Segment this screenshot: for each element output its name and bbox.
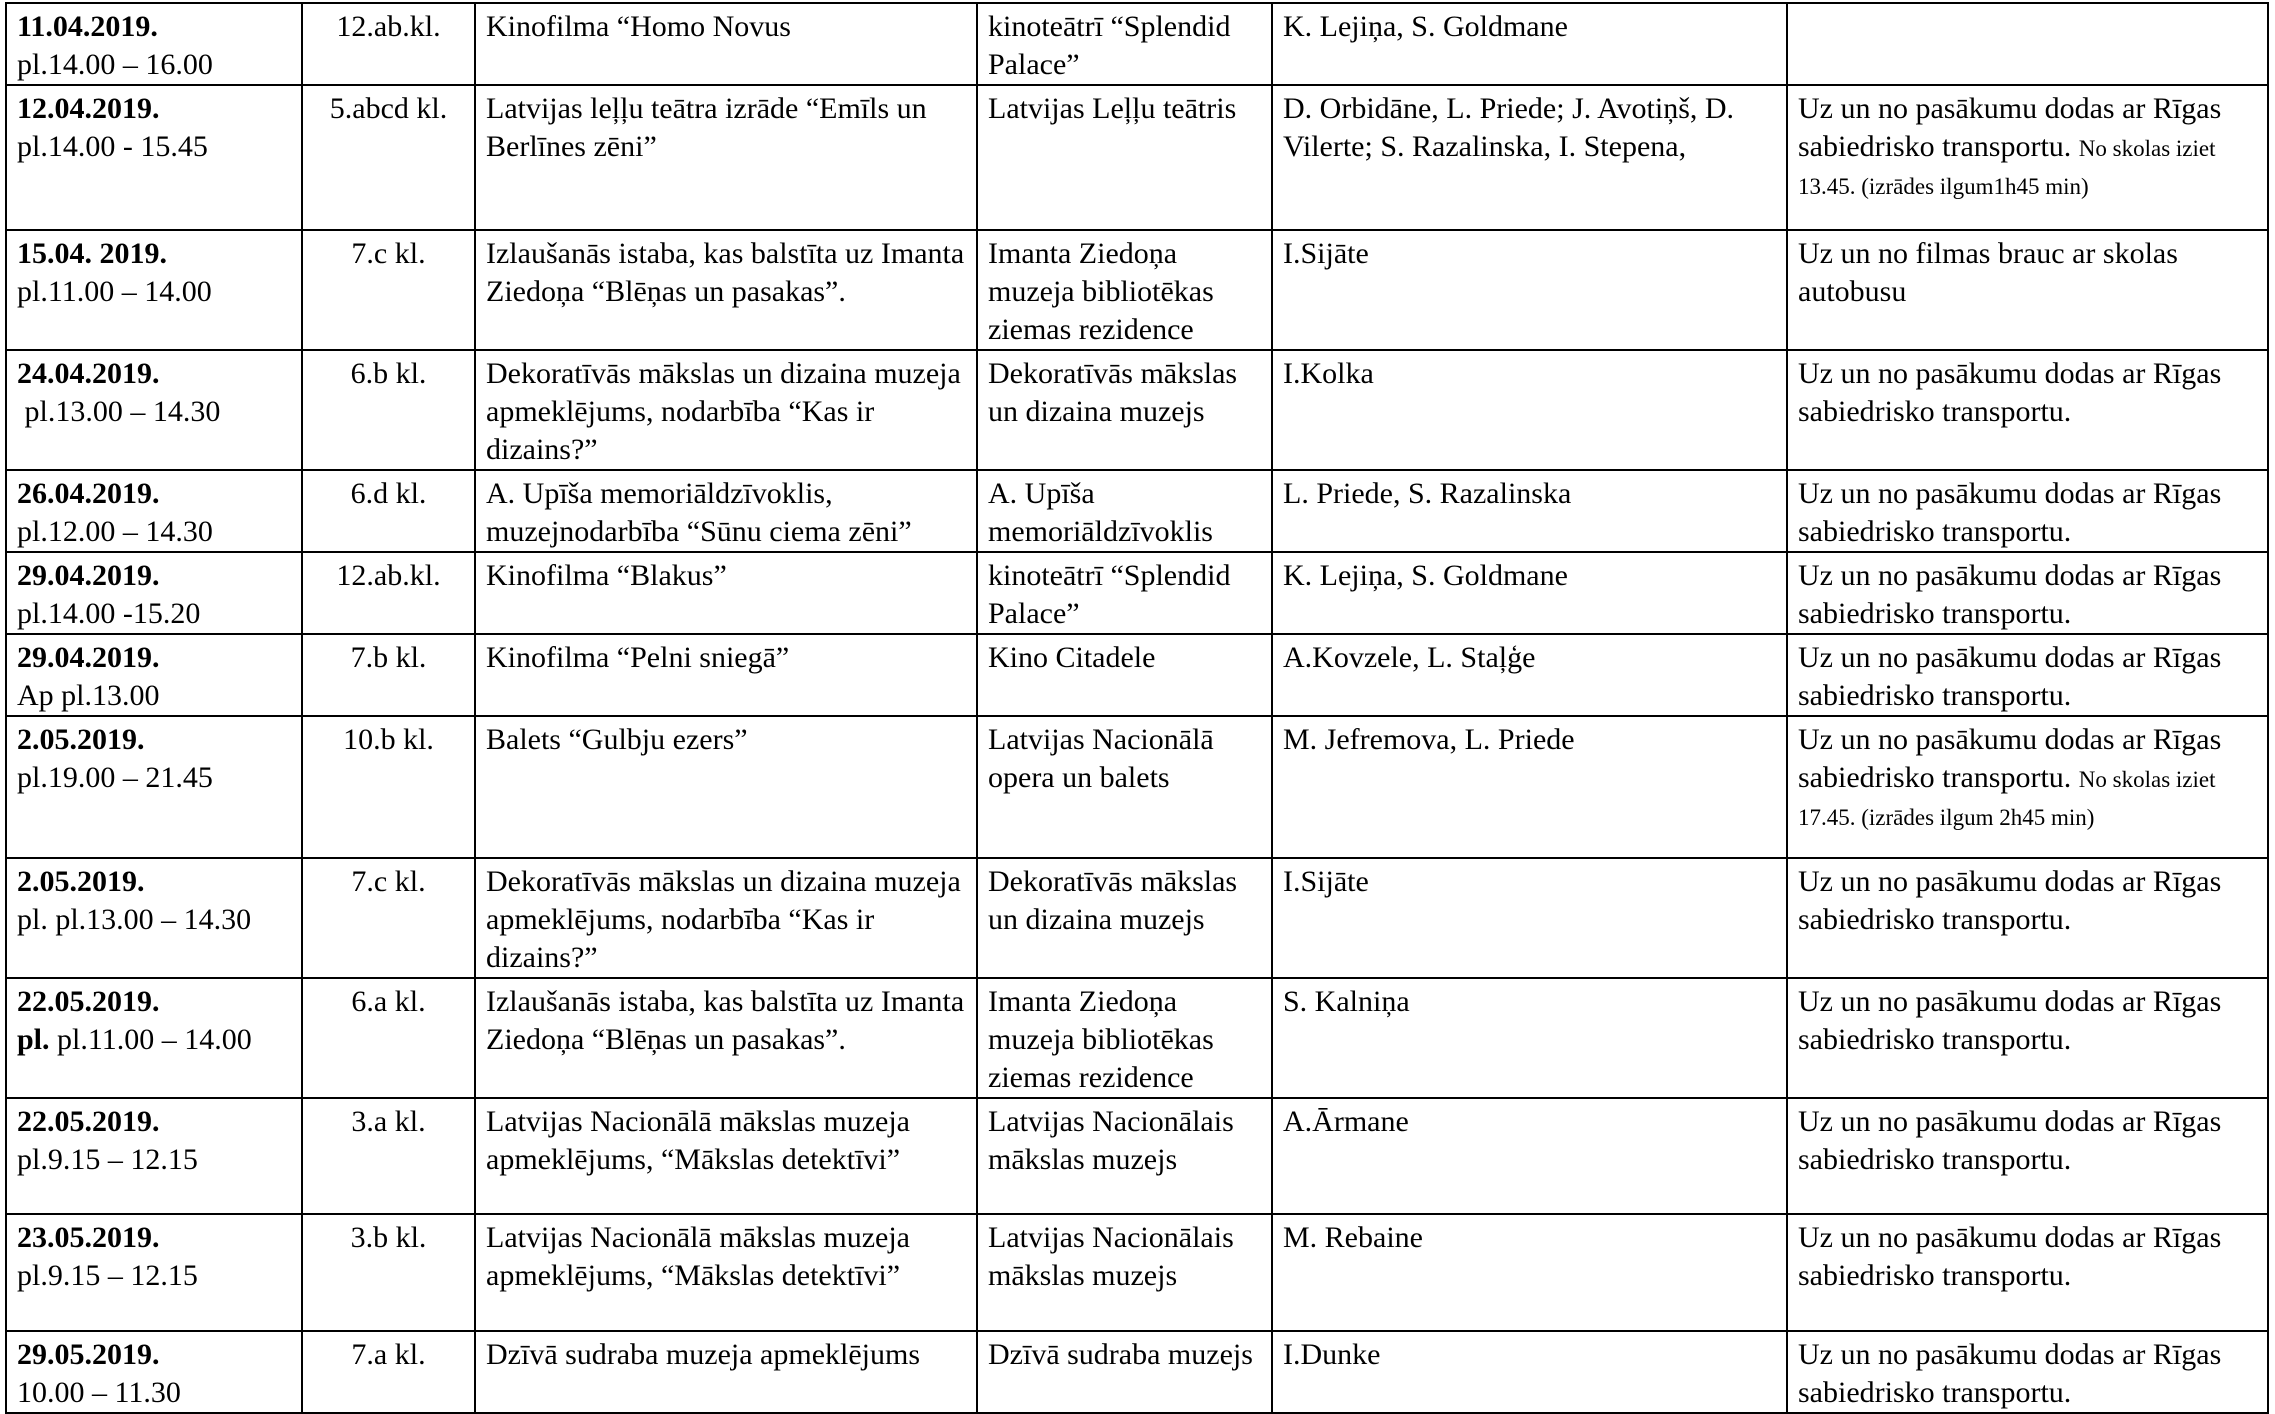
class-cell: 7.a kl. (302, 1331, 475, 1413)
responsible-cell: A.Kovzele, L. Staļģe (1272, 634, 1787, 716)
responsible-cell: S. Kalniņa (1272, 978, 1787, 1098)
note-text: Uz un no pasākumu dodas ar Rīgas sabiedrisko transportu. (1798, 1338, 2222, 1409)
place-cell: Imanta Ziedoņa muzeja bibliotēkas ziemas rezidence (977, 230, 1272, 350)
note-text: Uz un no pasākumu dodas ar Rīgas sabiedrisko transportu. (1798, 723, 2222, 794)
time-text: pl.19.00 – 21.45 (17, 761, 213, 794)
responsible-cell: I.Dunke (1272, 1331, 1787, 1413)
table-row (6, 350, 2268, 470)
time-text: pl.12.00 – 14.30 (17, 515, 213, 548)
place-cell: Kino Citadele (977, 634, 1272, 716)
date-text: 23.05.2019. (17, 1221, 160, 1254)
date-text: 24.04.2019. (17, 357, 160, 390)
responsible-cell: K. Lejiņa, S. Goldmane (1272, 552, 1787, 634)
class-cell: 10.b kl. (302, 716, 475, 858)
event-cell: Dekoratīvās mākslas un dizaina muzeja apmeklējums, nodarbība “Kas ir dizains?” (475, 858, 977, 978)
place-cell: Dzīvā sudraba muzejs (977, 1331, 1272, 1413)
note-text: Uz un no pasākumu dodas ar Rīgas sabiedrisko transportu. (1798, 1105, 2222, 1176)
responsible-cell: K. Lejiņa, S. Goldmane (1272, 3, 1787, 85)
date-cell (6, 716, 302, 858)
place-cell: kinoteātrī “Splendid Palace” (977, 552, 1272, 634)
responsible-cell: M. Jefremova, L. Priede (1272, 716, 1787, 858)
date-cell (6, 3, 302, 85)
time-text: pl.9.15 – 12.15 (17, 1143, 198, 1176)
event-cell: A. Upīša memoriāldzīvoklis, muzejnodarbība “Sūnu ciema zēni” (475, 470, 977, 552)
class-cell: 12.ab.kl. (302, 3, 475, 85)
responsible-cell: M. Rebaine (1272, 1214, 1787, 1331)
note-cell (1787, 716, 2268, 858)
note-text: Uz un no pasākumu dodas ar Rīgas sabiedrisko transportu. (1798, 1221, 2222, 1292)
note-small-text: No skolas iziet 17.45. (izrādes ilgum 2h45 min) (1798, 767, 2216, 830)
place-cell: Dekoratīvās mākslas un dizaina muzejs (977, 858, 1272, 978)
table-row (6, 85, 2268, 230)
table-row (6, 230, 2268, 350)
time-text: pl.14.00 - 15.45 (17, 130, 208, 163)
class-cell: 6.a kl. (302, 978, 475, 1098)
class-cell: 3.a kl. (302, 1098, 475, 1214)
time-text: pl.14.00 -15.20 (17, 597, 201, 630)
place-cell: A. Upīša memoriāldzīvoklis (977, 470, 1272, 552)
time-prefix-bold: pl. (17, 1023, 50, 1056)
note-cell (1787, 230, 2268, 350)
class-cell: 12.ab.kl. (302, 552, 475, 634)
event-cell: Dzīvā sudraba muzeja apmeklējums (475, 1331, 977, 1413)
place-cell: Latvijas Nacionālais mākslas muzejs (977, 1214, 1272, 1331)
note-cell (1787, 1098, 2268, 1214)
responsible-cell: L. Priede, S. Razalinska (1272, 470, 1787, 552)
schedule-table (5, 2, 2269, 1414)
place-cell: kinoteātrī “Splendid Palace” (977, 3, 1272, 85)
date-text: 22.05.2019. (17, 1105, 160, 1138)
time-text: pl.11.00 – 14.00 (17, 275, 212, 308)
date-text: 26.04.2019. (17, 477, 160, 510)
note-small-text: No skolas iziet 13.45. (izrādes ilgum1h45 min) (1798, 136, 2216, 199)
note-text: Uz un no pasākumu dodas ar Rīgas sabiedrisko transportu. (1798, 357, 2222, 428)
table-row (6, 552, 2268, 634)
class-cell: 7.c kl. (302, 230, 475, 350)
note-cell (1787, 978, 2268, 1098)
table-row (6, 470, 2268, 552)
place-cell: Latvijas Leļļu teātris (977, 85, 1272, 230)
event-cell: Kinofilma “Homo Novus (475, 3, 977, 85)
place-cell: Latvijas Nacionālais mākslas muzejs (977, 1098, 1272, 1214)
time-text (17, 1021, 291, 1059)
event-cell: Latvijas Nacionālā mākslas muzeja apmeklējums, “Mākslas detektīvi” (475, 1098, 977, 1214)
time-text: pl.9.15 – 12.15 (17, 1259, 198, 1292)
class-cell: 6.d kl. (302, 470, 475, 552)
date-text: 12.04.2019. (17, 92, 160, 125)
note-text: Uz un no pasākumu dodas ar Rīgas sabiedrisko transportu. (1798, 559, 2222, 630)
table-row (6, 978, 2268, 1098)
time-text: pl.14.00 – 16.00 (17, 48, 213, 81)
note-cell (1787, 634, 2268, 716)
responsible-cell: I.Sijāte (1272, 230, 1787, 350)
time-rest: pl.11.00 – 14.00 (49, 1023, 252, 1056)
date-text: 22.05.2019. (17, 985, 160, 1018)
event-cell: Latvijas Nacionālā mākslas muzeja apmeklējums, “Mākslas detektīvi” (475, 1214, 977, 1331)
note-text: Uz un no pasākumu dodas ar Rīgas sabiedrisko transportu. (1798, 985, 2222, 1056)
date-cell (6, 350, 302, 470)
place-cell: Imanta Ziedoņa muzeja bibliotēkas ziemas rezidence (977, 978, 1272, 1098)
event-cell: Izlaušanās istaba, kas balstīta uz Imanta Ziedoņa “Blēņas un pasakas”. (475, 230, 977, 350)
time-text: 10.00 – 11.30 (17, 1376, 181, 1409)
responsible-cell: A.Ārmane (1272, 1098, 1787, 1214)
note-text: Uz un no pasākumu dodas ar Rīgas sabiedrisko transportu. (1798, 92, 2222, 163)
event-cell: Dekoratīvās mākslas un dizaina muzeja apmeklējums, nodarbība “Kas ir dizains?” (475, 350, 977, 470)
note-text: Uz un no filmas brauc ar skolas autobusu (1798, 237, 2178, 308)
time-text: pl.13.00 – 14.30 (17, 395, 221, 428)
schedule-body (6, 3, 2268, 1413)
date-text: 29.05.2019. (17, 1338, 160, 1371)
table-row (6, 1331, 2268, 1413)
event-cell: Balets “Gulbju ezers” (475, 716, 977, 858)
class-cell: 3.b kl. (302, 1214, 475, 1331)
class-cell: 5.abcd kl. (302, 85, 475, 230)
event-cell: Latvijas leļļu teātra izrāde “Emīls un Berlīnes zēni” (475, 85, 977, 230)
class-cell: 7.b kl. (302, 634, 475, 716)
date-cell (6, 1098, 302, 1214)
note-cell (1787, 1214, 2268, 1331)
table-row (6, 1098, 2268, 1214)
note-cell (1787, 470, 2268, 552)
place-cell: Dekoratīvās mākslas un dizaina muzejs (977, 350, 1272, 470)
note-cell (1787, 552, 2268, 634)
class-cell: 6.b kl. (302, 350, 475, 470)
note-text: Uz un no pasākumu dodas ar Rīgas sabiedrisko transportu. (1798, 641, 2222, 712)
date-cell (6, 634, 302, 716)
class-cell: 7.c kl. (302, 858, 475, 978)
table-row (6, 858, 2268, 978)
date-text: 15.04. 2019. (17, 237, 167, 270)
date-text: 2.05.2019. (17, 865, 145, 898)
event-cell: Kinofilma “Blakus” (475, 552, 977, 634)
note-cell (1787, 1331, 2268, 1413)
responsible-cell: I.Sijāte (1272, 858, 1787, 978)
table-row (6, 634, 2268, 716)
time-text: pl. pl.13.00 – 14.30 (17, 903, 252, 936)
responsible-cell: I.Kolka (1272, 350, 1787, 470)
note-text: Uz un no pasākumu dodas ar Rīgas sabiedrisko transportu. (1798, 477, 2222, 548)
note-cell (1787, 3, 2268, 85)
time-text: Ap pl.13.00 (17, 679, 160, 712)
table-row (6, 1214, 2268, 1331)
date-cell (6, 1331, 302, 1413)
date-text: 2.05.2019. (17, 723, 145, 756)
date-cell (6, 858, 302, 978)
date-cell (6, 230, 302, 350)
note-cell (1787, 85, 2268, 230)
place-cell: Latvijas Nacionālā opera un balets (977, 716, 1272, 858)
date-text: 29.04.2019. (17, 641, 160, 674)
date-cell (6, 1214, 302, 1331)
date-text: 29.04.2019. (17, 559, 160, 592)
table-row (6, 3, 2268, 85)
responsible-cell: D. Orbidāne, L. Priede; J. Avotiņš, D. Vilerte; S. Razalinska, I. Stepena, (1272, 85, 1787, 230)
note-text: Uz un no pasākumu dodas ar Rīgas sabiedrisko transportu. (1798, 865, 2222, 936)
date-cell (6, 85, 302, 230)
event-cell: Izlaušanās istaba, kas balstīta uz Imanta Ziedoņa “Blēņas un pasakas”. (475, 978, 977, 1098)
table-row (6, 716, 2268, 858)
date-cell (6, 470, 302, 552)
note-cell (1787, 858, 2268, 978)
note-cell (1787, 350, 2268, 470)
event-cell: Kinofilma “Pelni sniegā” (475, 634, 977, 716)
date-cell (6, 552, 302, 634)
date-text: 11.04.2019. (17, 10, 158, 43)
date-cell (6, 978, 302, 1098)
